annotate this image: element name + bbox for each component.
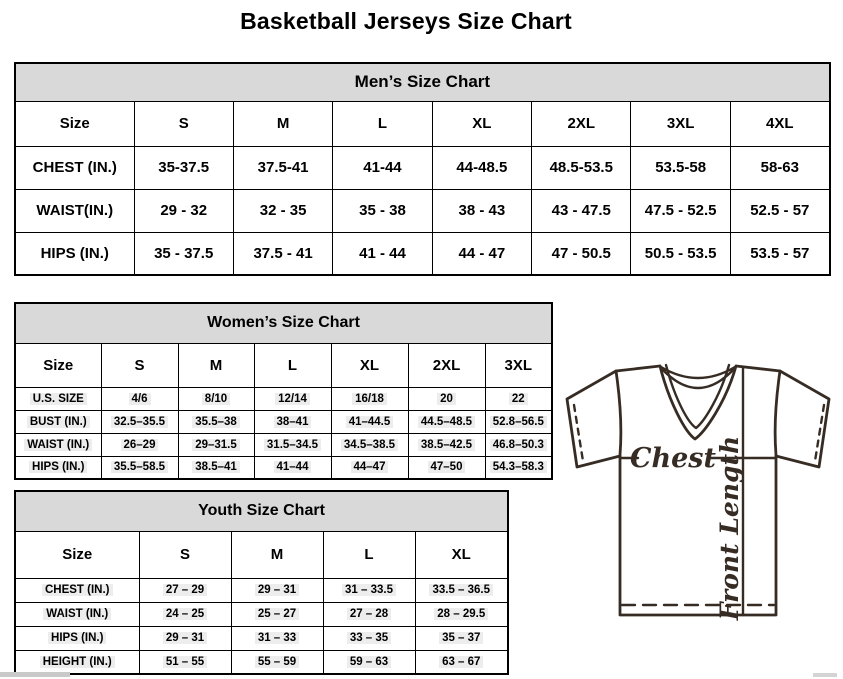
table-row bbox=[15, 189, 830, 232]
table-row bbox=[15, 343, 552, 387]
value-cell bbox=[323, 626, 415, 650]
table-row bbox=[15, 63, 830, 101]
column-header: L bbox=[333, 101, 432, 146]
cell-text: 35 – 37 bbox=[439, 632, 483, 644]
cell-text: 24 – 25 bbox=[163, 608, 207, 620]
cell-text: 54.3–58.3 bbox=[490, 461, 547, 473]
cell-text: 27 – 28 bbox=[347, 608, 391, 620]
value-cell bbox=[331, 410, 408, 433]
row-label bbox=[15, 602, 139, 626]
jersey-diagram bbox=[558, 360, 840, 622]
value-cell bbox=[139, 626, 231, 650]
column-header: L bbox=[323, 531, 415, 578]
cell-text: HEIGHT (IN.) bbox=[40, 656, 115, 668]
value-cell: 44-48.5 bbox=[432, 146, 531, 189]
cell-text: 4/6 bbox=[129, 393, 151, 405]
cell-text: 20 bbox=[437, 393, 456, 405]
value-cell bbox=[415, 578, 508, 602]
table-row bbox=[15, 531, 508, 578]
cell-text: CHEST (IN.) bbox=[42, 584, 113, 596]
cell-text: 35.5–58.5 bbox=[111, 461, 168, 473]
value-cell bbox=[408, 456, 485, 479]
cell-text: 12/14 bbox=[275, 393, 310, 405]
value-cell bbox=[415, 626, 508, 650]
cell-text: 44–47 bbox=[351, 461, 389, 473]
column-header: XL bbox=[331, 343, 408, 387]
column-header: 2XL bbox=[532, 101, 631, 146]
cell-text: 29–31.5 bbox=[192, 439, 240, 451]
value-cell bbox=[485, 433, 552, 456]
column-header: Size bbox=[15, 531, 139, 578]
cell-text: 35.5–38 bbox=[192, 416, 240, 428]
jersey-left-sleeve bbox=[567, 371, 620, 467]
cell-text: 29 – 31 bbox=[163, 632, 207, 644]
cell-text: WAIST (IN.) bbox=[43, 608, 111, 620]
column-header: XL bbox=[432, 101, 531, 146]
cell-text: 44.5–48.5 bbox=[418, 416, 475, 428]
value-cell: 35 - 38 bbox=[333, 189, 432, 232]
column-header: Size bbox=[15, 101, 134, 146]
jersey-body-outline bbox=[616, 366, 780, 615]
cell-text: 31.5–34.5 bbox=[264, 439, 321, 451]
row-label bbox=[15, 626, 139, 650]
value-cell bbox=[254, 456, 331, 479]
value-cell bbox=[408, 387, 485, 410]
column-header: M bbox=[233, 101, 332, 146]
table-row bbox=[15, 602, 508, 626]
row-label bbox=[15, 410, 101, 433]
value-cell bbox=[101, 433, 178, 456]
column-header: 4XL bbox=[730, 101, 829, 146]
value-cell bbox=[323, 602, 415, 626]
column-header: S bbox=[134, 101, 233, 146]
cell-text: 33 – 35 bbox=[347, 632, 391, 644]
cell-text: 16/18 bbox=[352, 393, 387, 405]
youth-size-chart-table bbox=[14, 490, 509, 675]
value-cell bbox=[101, 410, 178, 433]
row-label bbox=[15, 387, 101, 410]
table-row bbox=[15, 626, 508, 650]
mens-chart-title: Men’s Size Chart bbox=[15, 63, 830, 101]
value-cell bbox=[178, 387, 254, 410]
value-cell: 47.5 - 52.5 bbox=[631, 189, 730, 232]
cell-text: 32.5–35.5 bbox=[111, 416, 168, 428]
table-row bbox=[15, 433, 552, 456]
row-label bbox=[15, 433, 101, 456]
collar-back-curve-upper bbox=[661, 367, 735, 378]
column-header: L bbox=[254, 343, 331, 387]
value-cell: 41 - 44 bbox=[333, 232, 432, 275]
cell-text: BUST (IN.) bbox=[27, 416, 90, 428]
value-cell: 38 - 43 bbox=[432, 189, 531, 232]
table-row bbox=[15, 146, 830, 189]
cell-text: 41–44 bbox=[274, 461, 312, 473]
cell-text: 47–50 bbox=[428, 461, 466, 473]
cell-text: 38.5–41 bbox=[192, 461, 240, 473]
cell-text: 8/10 bbox=[202, 393, 230, 405]
cell-text: 27 – 29 bbox=[163, 584, 207, 596]
value-cell: 48.5-53.5 bbox=[532, 146, 631, 189]
table-row bbox=[15, 578, 508, 602]
value-cell bbox=[101, 387, 178, 410]
value-cell bbox=[408, 433, 485, 456]
chest-label: Chest bbox=[630, 443, 716, 474]
value-cell bbox=[139, 578, 231, 602]
cell-text: 22 bbox=[509, 393, 528, 405]
value-cell: 37.5 - 41 bbox=[233, 232, 332, 275]
column-header: XL bbox=[415, 531, 508, 578]
value-cell: 29 - 32 bbox=[134, 189, 233, 232]
value-cell: 47 - 50.5 bbox=[532, 232, 631, 275]
front-length-label: Front Length bbox=[715, 435, 744, 621]
row-label bbox=[15, 578, 139, 602]
value-cell bbox=[415, 602, 508, 626]
value-cell bbox=[231, 602, 323, 626]
column-header: M bbox=[231, 531, 323, 578]
table-row bbox=[15, 232, 830, 275]
value-cell bbox=[139, 602, 231, 626]
value-cell bbox=[254, 410, 331, 433]
cell-text: 25 – 27 bbox=[255, 608, 299, 620]
value-cell bbox=[415, 650, 508, 674]
value-cell: 41-44 bbox=[333, 146, 432, 189]
cell-text: 63 – 67 bbox=[439, 656, 483, 668]
row-label bbox=[15, 650, 139, 674]
value-cell bbox=[178, 410, 254, 433]
row-label bbox=[15, 456, 101, 479]
cell-text: 31 – 33.5 bbox=[342, 584, 396, 596]
value-cell bbox=[101, 456, 178, 479]
value-cell bbox=[331, 387, 408, 410]
value-cell bbox=[178, 456, 254, 479]
table-row bbox=[15, 456, 552, 479]
table-row bbox=[15, 491, 508, 531]
womens-chart-title: Women’s Size Chart bbox=[15, 303, 552, 343]
column-header: S bbox=[139, 531, 231, 578]
value-cell bbox=[331, 456, 408, 479]
value-cell bbox=[231, 626, 323, 650]
value-cell bbox=[323, 578, 415, 602]
cell-text: 26–29 bbox=[121, 439, 159, 451]
youth-chart-title: Youth Size Chart bbox=[15, 491, 508, 531]
cell-text: 29 – 31 bbox=[255, 584, 299, 596]
cell-text: WAIST (IN.) bbox=[24, 439, 92, 451]
value-cell bbox=[254, 433, 331, 456]
value-cell bbox=[231, 650, 323, 674]
column-header: M bbox=[178, 343, 254, 387]
cell-text: 33.5 – 36.5 bbox=[429, 584, 493, 596]
cell-text: 34.5–38.5 bbox=[341, 439, 398, 451]
value-cell bbox=[408, 410, 485, 433]
cell-text: 55 – 59 bbox=[255, 656, 299, 668]
horizontal-scrollbar-fragment[interactable] bbox=[813, 673, 837, 677]
cell-text: 38–41 bbox=[274, 416, 312, 428]
value-cell: 50.5 - 53.5 bbox=[631, 232, 730, 275]
table-row bbox=[15, 101, 830, 146]
value-cell: 52.5 - 57 bbox=[730, 189, 829, 232]
value-cell: 35-37.5 bbox=[134, 146, 233, 189]
value-cell: 32 - 35 bbox=[233, 189, 332, 232]
value-cell bbox=[485, 456, 552, 479]
value-cell bbox=[323, 650, 415, 674]
value-cell: 53.5 - 57 bbox=[730, 232, 829, 275]
table-row bbox=[15, 303, 552, 343]
column-header: 3XL bbox=[631, 101, 730, 146]
row-label: HIPS (IN.) bbox=[15, 232, 134, 275]
value-cell: 58-63 bbox=[730, 146, 829, 189]
cell-text: HIPS (IN.) bbox=[29, 461, 87, 473]
horizontal-scrollbar-thumb[interactable] bbox=[0, 672, 70, 677]
value-cell bbox=[485, 387, 552, 410]
mens-size-chart-table bbox=[14, 62, 831, 276]
cell-text: 38.5–42.5 bbox=[418, 439, 475, 451]
value-cell bbox=[485, 410, 552, 433]
row-label: CHEST (IN.) bbox=[15, 146, 134, 189]
row-label: WAIST(IN.) bbox=[15, 189, 134, 232]
column-header: Size bbox=[15, 343, 101, 387]
value-cell: 43 - 47.5 bbox=[532, 189, 631, 232]
column-header: 2XL bbox=[408, 343, 485, 387]
cell-text: 59 – 63 bbox=[347, 656, 391, 668]
column-header: S bbox=[101, 343, 178, 387]
value-cell: 44 - 47 bbox=[432, 232, 531, 275]
cell-text: 52.8–56.5 bbox=[490, 416, 547, 428]
cell-text: HIPS (IN.) bbox=[48, 632, 106, 644]
page-title: Basketball Jerseys Size Chart bbox=[240, 8, 572, 34]
cell-text: U.S. SIZE bbox=[30, 393, 87, 405]
cell-text: 31 – 33 bbox=[255, 632, 299, 644]
table-row bbox=[15, 650, 508, 674]
column-header: 3XL bbox=[485, 343, 552, 387]
table-row bbox=[15, 410, 552, 433]
value-cell: 53.5-58 bbox=[631, 146, 730, 189]
value-cell bbox=[139, 650, 231, 674]
cell-text: 51 – 55 bbox=[163, 656, 207, 668]
cell-text: 41–44.5 bbox=[346, 416, 394, 428]
value-cell: 35 - 37.5 bbox=[134, 232, 233, 275]
cell-text: 28 – 29.5 bbox=[434, 608, 488, 620]
table-row bbox=[15, 387, 552, 410]
value-cell bbox=[231, 578, 323, 602]
value-cell bbox=[254, 387, 331, 410]
value-cell bbox=[178, 433, 254, 456]
value-cell: 37.5-41 bbox=[233, 146, 332, 189]
cell-text: 46.8–50.3 bbox=[490, 439, 547, 451]
value-cell bbox=[331, 433, 408, 456]
womens-size-chart-table bbox=[14, 302, 553, 480]
